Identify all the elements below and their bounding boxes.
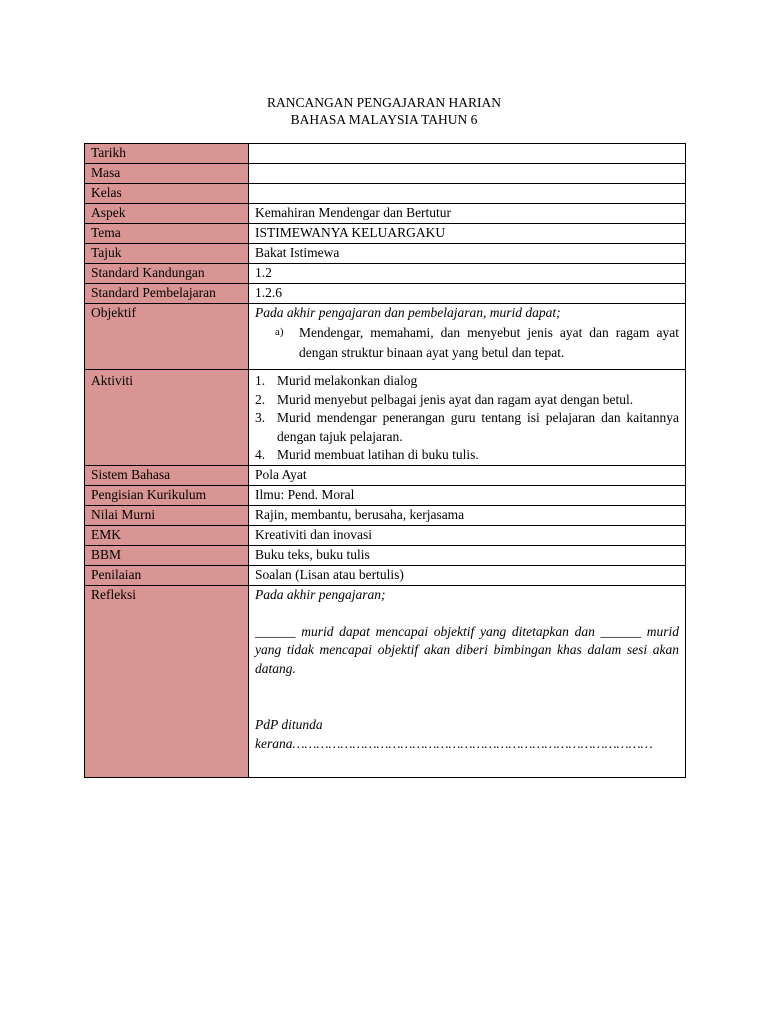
row-label-kelas: Kelas [85, 184, 249, 204]
list-item-text: Murid menyebut pelbagai jenis ayat dan ragam ayat dengan betul. [277, 391, 634, 407]
refleksi-statement: ______ murid dapat mencapai objektif yang ditetapkan dan ______ murid yang tidak mencapai objektif akan diberi bimbingan khas dalam sesi akan datang. [255, 623, 679, 676]
table-row [85, 566, 686, 586]
row-label-sistem-bahasa: Sistem Bahasa [85, 466, 249, 486]
list-item-number: 4. [255, 447, 266, 462]
list-item-text: Murid membuat latihan di buku tulis. [277, 447, 479, 462]
row-label-masa: Masa [85, 164, 249, 184]
refleksi-kerana: kerana……………………………………………………………………………… [255, 735, 653, 751]
refleksi-intro: Pada akhir pengajaran; [255, 587, 386, 602]
row-label-penilaian: Penilaian [85, 566, 249, 586]
row-label-aspek: Aspek [85, 204, 249, 224]
list-item-number: 2. [255, 391, 266, 407]
row-value-aspek: Kemahiran Mendengar dan Bertutur [249, 204, 686, 224]
table-row [85, 264, 686, 284]
row-label-tarikh: Tarikh [85, 144, 249, 164]
table-row [85, 224, 686, 244]
row-value-pengisian-kurikulum: Ilmu: Pend. Moral [249, 486, 686, 506]
table-row [85, 586, 686, 778]
row-label-pengisian-kurikulum: Pengisian Kurikulum [85, 486, 249, 506]
row-label-standard-pembelajaran: Standard Pembelajaran [85, 284, 249, 304]
row-value-objektif [249, 304, 686, 370]
row-label-objektif: Objektif [85, 304, 249, 370]
row-value-masa [249, 164, 686, 184]
table-row [85, 466, 686, 486]
table-row [85, 284, 686, 304]
list-item-text: Murid mendengar penerangan guru tentang isi pelajaran dan kaitannya dengan tajuk pelajaran. [277, 410, 679, 444]
table-row [85, 144, 686, 164]
row-label-bbm: BBM [85, 546, 249, 566]
row-value-aktiviti [249, 370, 686, 466]
objektif-item-text: Mendengar, memahami, dan menyebut jenis ayat dan ragam ayat dengan struktur binaan ayat yang betul dan tepat. [299, 324, 679, 360]
list-item [255, 391, 679, 410]
row-value-refleksi [249, 586, 686, 778]
row-value-standard-kandungan: 1.2 [249, 264, 686, 284]
objektif-item-marker: a) [275, 325, 284, 338]
table-row [85, 164, 686, 184]
row-value-standard-pembelajaran: 1.2.6 [249, 284, 686, 304]
row-value-tajuk: Bakat Istimewa [249, 244, 686, 264]
row-value-emk: Kreativiti dan inovasi [249, 526, 686, 546]
list-item-number: 3. [255, 410, 266, 425]
table-row [85, 184, 686, 204]
list-item-number: 1. [255, 373, 266, 388]
refleksi-pdp-ditunda: PdP ditunda [255, 717, 323, 732]
list-item-text: Murid melakonkan dialog [277, 373, 418, 388]
row-value-penilaian: Soalan (Lisan atau bertulis) [249, 566, 686, 586]
row-label-tema: Tema [85, 224, 249, 244]
table-row [85, 526, 686, 546]
row-label-refleksi: Refleksi [85, 586, 249, 778]
row-label-tajuk: Tajuk [85, 244, 249, 264]
list-item [255, 409, 679, 446]
table-row [85, 244, 686, 264]
table-row [85, 486, 686, 506]
aktiviti-list [255, 372, 679, 465]
table-row [85, 546, 686, 566]
document-subtitle: BAHASA MALAYSIA TAHUN 6 [290, 112, 478, 127]
table-row [85, 304, 686, 370]
table-row [85, 506, 686, 526]
lesson-plan-table [84, 143, 686, 778]
row-value-nilai-murni: Rajin, membantu, berusaha, kerjasama [249, 506, 686, 526]
table-row [85, 204, 686, 224]
row-value-bbm: Buku teks, buku tulis [249, 546, 686, 566]
row-label-aktiviti: Aktiviti [85, 370, 249, 466]
table-row [85, 370, 686, 466]
objektif-intro: Pada akhir pengajaran dan pembelajaran, murid dapat; [255, 305, 561, 320]
list-item [255, 446, 679, 465]
row-value-kelas [249, 184, 686, 204]
row-value-sistem-bahasa: Pola Ayat [249, 466, 686, 486]
row-label-standard-kandungan: Standard Kandungan [85, 264, 249, 284]
row-label-nilai-murni: Nilai Murni [85, 506, 249, 526]
row-label-emk: EMK [85, 526, 249, 546]
row-value-tema: ISTIMEWANYA KELUARGAKU [249, 224, 686, 244]
objektif-item [255, 323, 679, 363]
document-title: RANCANGAN PENGAJARAN HARIAN [266, 95, 501, 110]
row-value-tarikh [249, 144, 686, 164]
list-item [255, 372, 679, 391]
